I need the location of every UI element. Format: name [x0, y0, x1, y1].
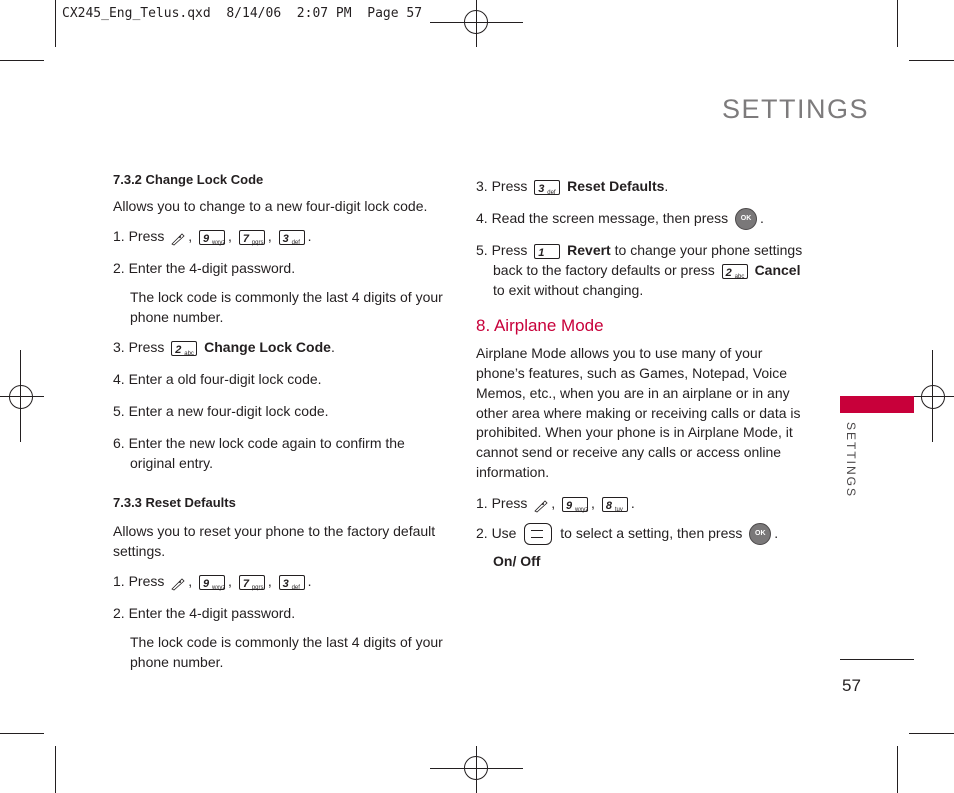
ok-key-icon: OK: [735, 208, 757, 230]
step: 3. Press 2 abc Change Lock Code.: [113, 339, 335, 357]
step: 5. Press 1 Revert to change your phone settings back to the factory defaults or press 2 abc Cancel to exit without changing.: [476, 242, 803, 299]
crop-mark: [897, 0, 898, 47]
crop-mark: [55, 746, 56, 793]
page-number-rule: [840, 659, 914, 660]
step: 2. Use to select a setting, then press OK .: [476, 523, 806, 545]
step: 1. Press , 9 wxyz , 7 pqrs , 3 def .: [113, 573, 312, 591]
ok-key-icon: OK: [749, 523, 771, 545]
step: 2. Enter the 4-digit password.: [113, 260, 296, 276]
note: The lock code is commonly the last 4 digits of your phone number.: [130, 634, 443, 670]
crop-mark: [909, 60, 954, 61]
navigation-key-icon: [524, 523, 552, 545]
key-7-icon: 7 pqrs: [239, 575, 265, 590]
crop-mark: [0, 733, 44, 734]
step: 3. Press 3 def Reset Defaults.: [476, 178, 669, 196]
section-tab: [840, 396, 914, 413]
step: 1. Press , 9 wxyz , 7 pqrs , 3 def .: [113, 228, 312, 246]
key-3-icon: 3 def: [534, 180, 560, 195]
key-9-icon: 9 wxyz: [199, 230, 225, 245]
section-heading: 7.3.2 Change Lock Code: [113, 172, 264, 187]
note: The lock code is commonly the last 4 digits of your phone number.: [130, 289, 443, 325]
section-intro: Allows you to reset your phone to the factory default settings.: [113, 523, 436, 559]
left-column: [113, 170, 443, 672]
key-2-icon: 2 abc: [171, 341, 197, 356]
section-heading: 8. Airplane Mode: [476, 316, 604, 336]
registration-mark-icon: [464, 756, 488, 780]
menu-softkey-icon: [170, 231, 186, 244]
section-heading: 7.3.3 Reset Defaults: [113, 495, 236, 510]
option-list: On/ Off: [493, 553, 541, 570]
right-column: [476, 176, 806, 571]
step: 5. Enter a new four-digit lock code.: [113, 403, 329, 419]
key-3-icon: 3 def: [279, 575, 305, 590]
key-9-icon: 9 wxyz: [562, 497, 588, 512]
registration-mark-icon: [464, 10, 488, 34]
key-7-icon: 7 pqrs: [239, 230, 265, 245]
crop-mark: [0, 60, 44, 61]
key-8-icon: 8 tuv: [602, 497, 628, 512]
step: 6. Enter the new lock code again to confirm the original entry.: [113, 435, 405, 471]
key-3-icon: 3 def: [279, 230, 305, 245]
key-1-icon: 1: [534, 244, 560, 259]
step: 2. Enter the 4-digit password.: [113, 605, 296, 621]
step: 4. Read the screen message, then press OK .: [476, 208, 806, 230]
print-slug: CX245_Eng_Telus.qxd 8/14/06 2:07 PM Page 57: [62, 6, 423, 21]
page-number: 57: [842, 676, 861, 695]
key-9-icon: 9 wxyz: [199, 575, 225, 590]
section-body: Airplane Mode allows you to use many of your phone’s features, such as Games, Notepad, Voice Memos, etc., when you are in an airplane or in any other area where making or receiving calls or data is prohibited. When your phone is in Airplane Mode, it cannot send or receive any calls or access online information.: [476, 345, 801, 481]
key-2-icon: 2 abc: [722, 264, 748, 279]
menu-softkey-icon: [170, 576, 186, 589]
registration-mark-icon: [9, 385, 33, 409]
section-intro: Allows you to change to a new four-digit lock code.: [113, 198, 428, 214]
crop-mark: [55, 0, 56, 47]
section-tab-label: SETTINGS: [844, 422, 858, 499]
registration-mark-icon: [921, 385, 945, 409]
page-title: SETTINGS: [722, 94, 870, 124]
step: 4. Enter a old four-digit lock code.: [113, 371, 322, 387]
crop-mark: [897, 746, 898, 793]
crop-mark: [909, 733, 954, 734]
step: 1. Press , 9 wxyz , 8 tuv .: [476, 494, 635, 513]
menu-softkey-icon: [533, 498, 549, 511]
